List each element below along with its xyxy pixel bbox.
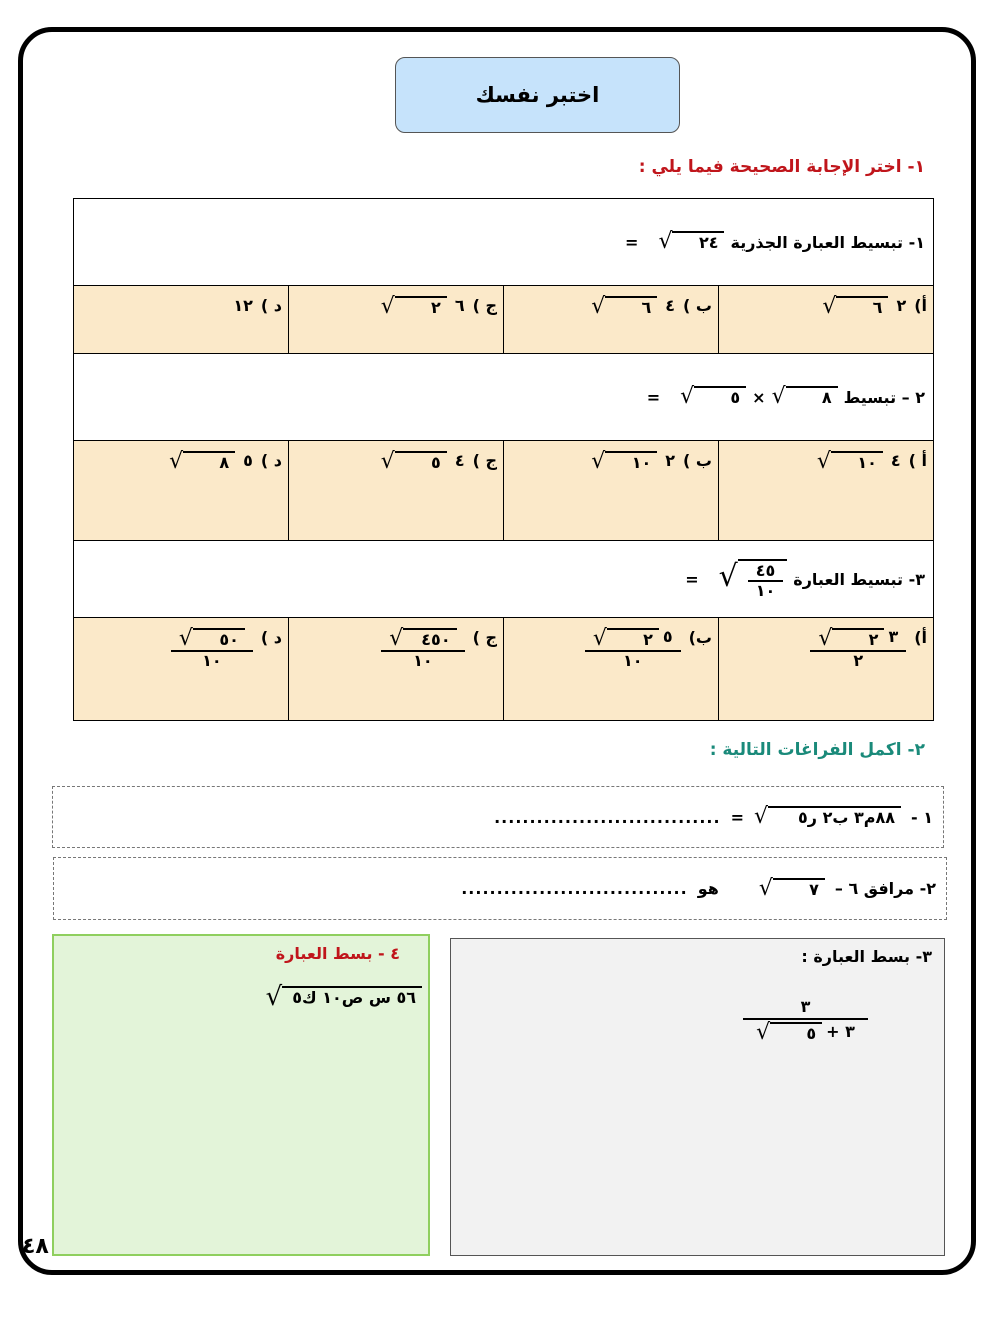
q3-option-a[interactable]: أ) ٣ √ ٢ ٢ xyxy=(719,618,933,680)
page-number: ٤٨ xyxy=(22,1234,49,1259)
fill-blank-2 xyxy=(53,857,947,920)
box3-title: ٣- بسط العبارة : xyxy=(801,947,932,966)
fill1-equals: = xyxy=(730,807,744,827)
q2-times: × xyxy=(752,387,766,407)
q2-option-c[interactable]: ج ) ٤ √ ٥ xyxy=(380,449,497,474)
page-title: اختبر نفسك xyxy=(395,57,680,133)
q1-radical: √ ٢٤ xyxy=(658,231,724,253)
q3-option-d[interactable]: د ) √ ٥٠ ١٠ xyxy=(74,618,288,680)
section1-heading: ١- اختر الإجابة الصحيحة فيما يلي : xyxy=(638,157,925,177)
question-row-2 xyxy=(74,354,934,441)
q3-radical: √ $\frac{٤٥}{١٠}$ xyxy=(719,559,788,600)
q1-option-b[interactable]: ب ) ٤ √ ٦ xyxy=(591,294,712,319)
answer-row-1 xyxy=(74,286,934,354)
exercise-box-4[interactable] xyxy=(52,934,430,1256)
q2-radical-2: √ ٥ xyxy=(680,386,746,408)
answer-row-3 xyxy=(74,618,934,721)
fill-blank-1 xyxy=(52,786,944,848)
q1-option-a[interactable]: أ) ٢ √ ٦ xyxy=(822,294,927,319)
q3-option-c[interactable]: ج ) √ ٤٥٠ ١٠ xyxy=(289,618,503,680)
q2-option-b[interactable]: ب ) ٢ √ ١٠ xyxy=(591,449,712,474)
q2-equals: = xyxy=(646,387,661,407)
section2-heading: ٢- اكمل الفراغات التالية : xyxy=(709,740,925,760)
q2-radical-1: √ ٨ xyxy=(772,386,838,408)
q2-option-d[interactable]: د ) ٥ √ ٨ xyxy=(169,449,282,474)
q3-equals: = xyxy=(685,569,699,589)
mcq-table xyxy=(73,198,934,721)
fill2-word: هو xyxy=(697,879,719,898)
question-row-3 xyxy=(74,541,934,618)
q3-option-b[interactable]: ب) ٥ √ ٢ ١٠ xyxy=(504,618,718,680)
question-row-1 xyxy=(74,199,934,286)
box4-title: ٤ - بسط العبارة xyxy=(275,944,400,963)
q2-text: ٢ – تبسيط xyxy=(843,387,925,407)
fill2-answer-blank[interactable]: ................................ xyxy=(461,879,688,898)
fill1-radical: √ ٨٨م٣ ب٢ ر٥ xyxy=(754,806,901,828)
q1-equals: = xyxy=(625,232,639,252)
fill2-radical: √ ٧ xyxy=(759,878,825,900)
q1-option-c[interactable]: ج ) ٦ √ ٢ xyxy=(380,294,497,319)
fill1-answer-blank[interactable]: ................................ xyxy=(494,807,721,827)
q2-option-a[interactable]: أ ) ٤ √ ١٠ xyxy=(816,449,927,474)
box3-fraction: ٣ ٣ + √ ٥ xyxy=(743,997,868,1044)
exercise-box-3[interactable] xyxy=(450,938,945,1256)
fill2-label: ٢- مرافق ٦ – xyxy=(834,879,936,898)
q1-option-d[interactable]: د ) ١٢ xyxy=(233,296,282,315)
answer-row-2 xyxy=(74,441,934,541)
fill1-label: ١ - xyxy=(911,807,933,827)
box4-expression: √ ٥٦ س ص١٠ ك٥ xyxy=(266,986,422,1009)
q1-text: ١- تبسيط العبارة الجذرية xyxy=(730,232,925,252)
q3-text: ٣- تبسيط العبارة xyxy=(793,569,925,589)
